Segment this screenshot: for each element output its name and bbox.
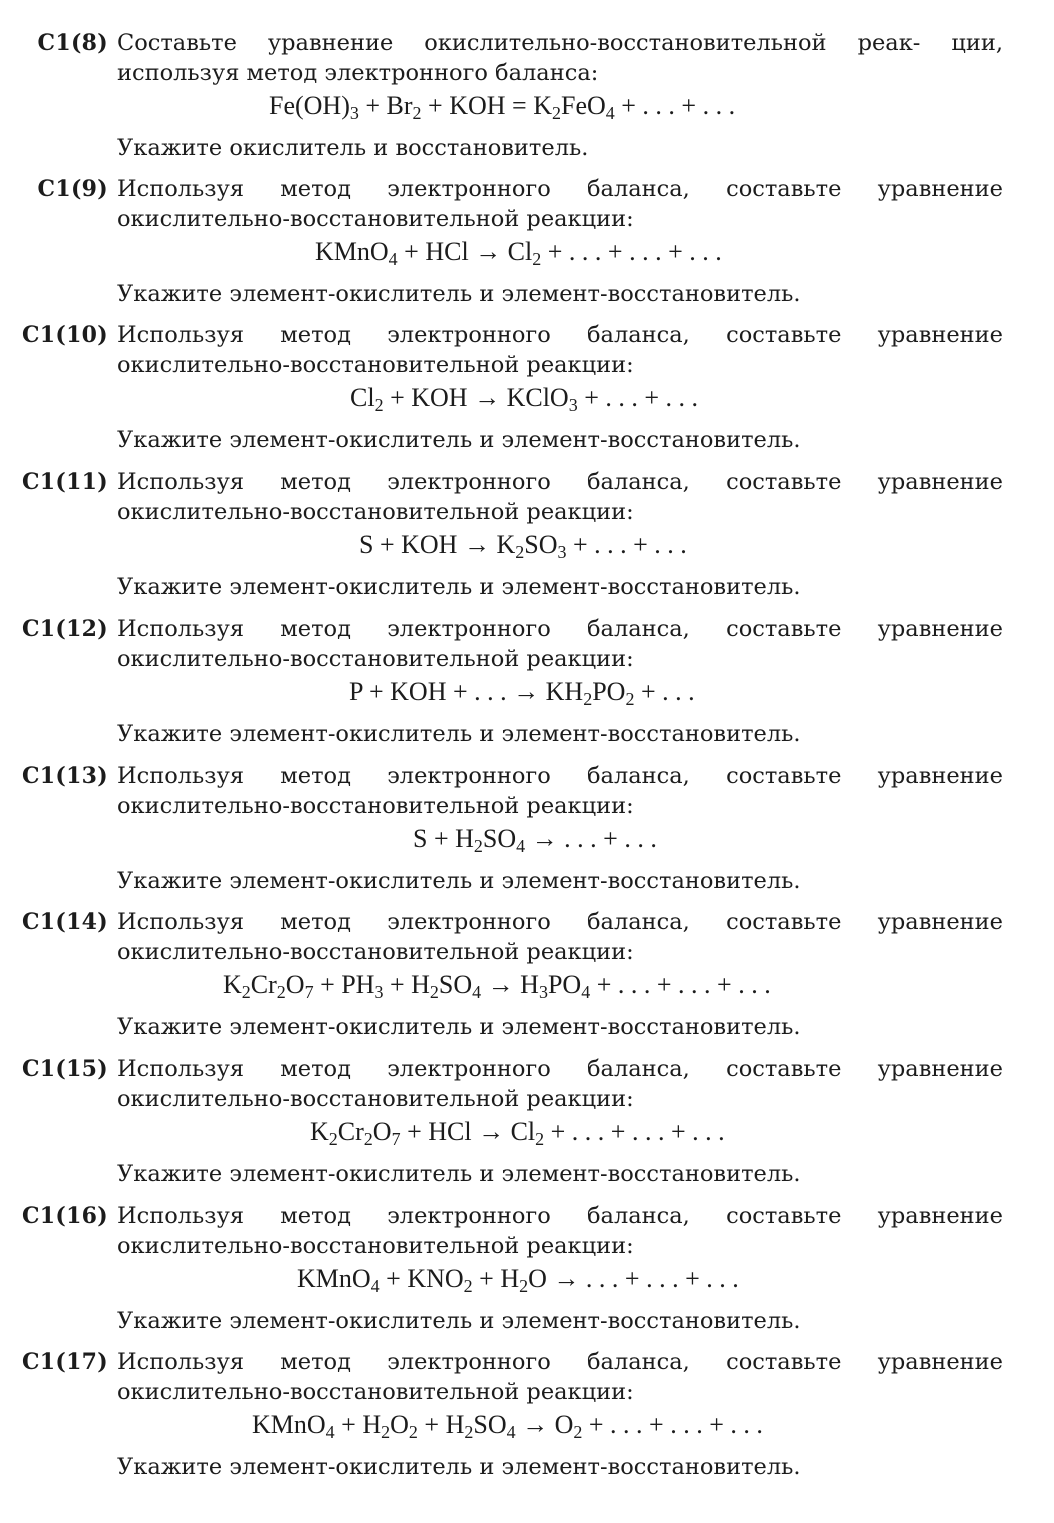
problem-instruction: Укажите элемент-окислитель и элемент-восстановитель. <box>117 1454 801 1480</box>
reaction-equation <box>117 91 1003 129</box>
problem-c1-14 <box>0 907 1054 1054</box>
problem-c1-16 <box>0 1201 1054 1348</box>
problem-number: С1(16) <box>21 1203 108 1229</box>
problem-instruction: Укажите элемент-окислитель и элемент-восстановитель. <box>117 1014 801 1040</box>
problem-body <box>117 907 1003 1042</box>
problem-c1-9 <box>0 174 1054 321</box>
problem-statement: Используя метод электронного баланса, составьте уравнение окислительно-восстановительной реакции: <box>117 1056 1003 1112</box>
problem-c1-15 <box>0 1054 1054 1201</box>
reaction-equation-text: KMnO$_4$ + $KNO_2 + H_2O$ → . . . + . . . + . . . <box>297 1264 739 1296</box>
reaction-equation-text: $S + H_2SO_4$ → . . . + . . . <box>413 824 657 856</box>
reaction-equation <box>117 1264 1003 1302</box>
problem-statement: Используя метод электронного баланса, составьте уравнение окислительно-восстановительной реакции: <box>117 1203 1003 1259</box>
problem-body <box>117 1347 1003 1482</box>
reaction-equation-text: KMnO$_4$ + $H_2O_2 + H_2SO_4 \to O_2$ + . . . + . . . + . . . <box>252 1410 763 1442</box>
reaction-equation-text: $Fe(OH)_3 + Br_2$ + KOH = $K_2FeO_4$ + . . . + . . . <box>269 91 736 123</box>
reaction-equation <box>117 237 1003 275</box>
reaction-equation <box>117 970 1003 1008</box>
problem-c1-12 <box>0 614 1054 761</box>
reaction-equation-text: $Cl_2$ + KOH → KClO$_3$ + . . . + . . . <box>350 383 699 415</box>
reaction-equation-text: $K_2Cr_2O_7 + PH_3 + H_2SO_4 \to H_3PO_4$ + . . . + . . . + . . . <box>223 970 771 1002</box>
problem-body <box>117 614 1003 749</box>
reaction-equation <box>117 1117 1003 1155</box>
problem-number: С1(15) <box>21 1056 108 1082</box>
problem-instruction: Укажите элемент-окислитель и элемент-восстановитель. <box>117 868 801 894</box>
problem-statement: Составьте уравнение окислительно-восстановительной реак- ции, используя метод электронного баланса: <box>117 30 1003 86</box>
problem-body <box>117 761 1003 896</box>
reaction-equation <box>117 530 1003 568</box>
reaction-equation <box>117 383 1003 421</box>
problem-body <box>117 174 1003 309</box>
problem-instruction: Укажите элемент-окислитель и элемент-восстановитель. <box>117 574 801 600</box>
problem-c1-8 <box>0 28 1054 175</box>
problem-statement: Используя метод электронного баланса, составьте уравнение окислительно-восстановительной реакции: <box>117 909 1003 965</box>
problem-statement: Используя метод электронного баланса, составьте уравнение окислительно-восстановительной реакции: <box>117 1349 1003 1405</box>
problem-c1-17 <box>0 1347 1054 1494</box>
reaction-equation-text: KMnO$_4$ + HCl → $Cl_2$ + . . . + . . . + . . . <box>315 237 722 269</box>
problem-number: С1(9) <box>37 176 108 202</box>
reaction-equation-text: $K_2Cr_2O_7$ + HCl → $Cl_2$ + . . . + . . . + . . . <box>310 1117 725 1149</box>
reaction-equation <box>117 824 1003 862</box>
problem-number: С1(12) <box>21 616 108 642</box>
problem-number: С1(11) <box>21 469 108 495</box>
problem-number: С1(8) <box>37 30 108 56</box>
problem-statement: Используя метод электронного баланса, составьте уравнение окислительно-восстановительной реакции: <box>117 616 1003 672</box>
problem-number: С1(17) <box>21 1349 108 1375</box>
problem-c1-11 <box>0 467 1054 614</box>
problem-instruction: Укажите окислитель и восстановитель. <box>117 135 589 161</box>
problem-body <box>117 1201 1003 1336</box>
problem-c1-13 <box>0 761 1054 908</box>
problem-instruction: Укажите элемент-окислитель и элемент-восстановитель. <box>117 1161 801 1187</box>
problem-number: С1(14) <box>21 909 108 935</box>
problem-instruction: Укажите элемент-окислитель и элемент-восстановитель. <box>117 281 801 307</box>
problem-c1-10 <box>0 320 1054 467</box>
problem-body <box>117 320 1003 455</box>
problem-instruction: Укажите элемент-окислитель и элемент-восстановитель. <box>117 1308 801 1334</box>
problem-instruction: Укажите элемент-окислитель и элемент-восстановитель. <box>117 427 801 453</box>
problem-statement: Используя метод электронного баланса, составьте уравнение окислительно-восстановительной реакции: <box>117 322 1003 378</box>
problem-statement: Используя метод электронного баланса, составьте уравнение окислительно-восстановительной реакции: <box>117 469 1003 525</box>
problem-body <box>117 467 1003 602</box>
problem-number: С1(13) <box>21 763 108 789</box>
reaction-equation <box>117 1410 1003 1448</box>
reaction-equation <box>117 677 1003 715</box>
reaction-equation-text: P + KOH + . . . → $KH_2PO_2$ + . . . <box>349 677 695 709</box>
problem-statement: Используя метод электронного баланса, составьте уравнение окислительно-восстановительной реакции: <box>117 763 1003 819</box>
reaction-equation-text: S + KOH → $K_2SO_3$ + . . . + . . . <box>359 530 687 562</box>
problem-number: С1(10) <box>21 322 108 348</box>
problem-instruction: Укажите элемент-окислитель и элемент-восстановитель. <box>117 721 801 747</box>
problem-statement: Используя метод электронного баланса, составьте уравнение окислительно-восстановительной реакции: <box>117 176 1003 232</box>
problem-body <box>117 1054 1003 1189</box>
problem-body <box>117 28 1003 163</box>
